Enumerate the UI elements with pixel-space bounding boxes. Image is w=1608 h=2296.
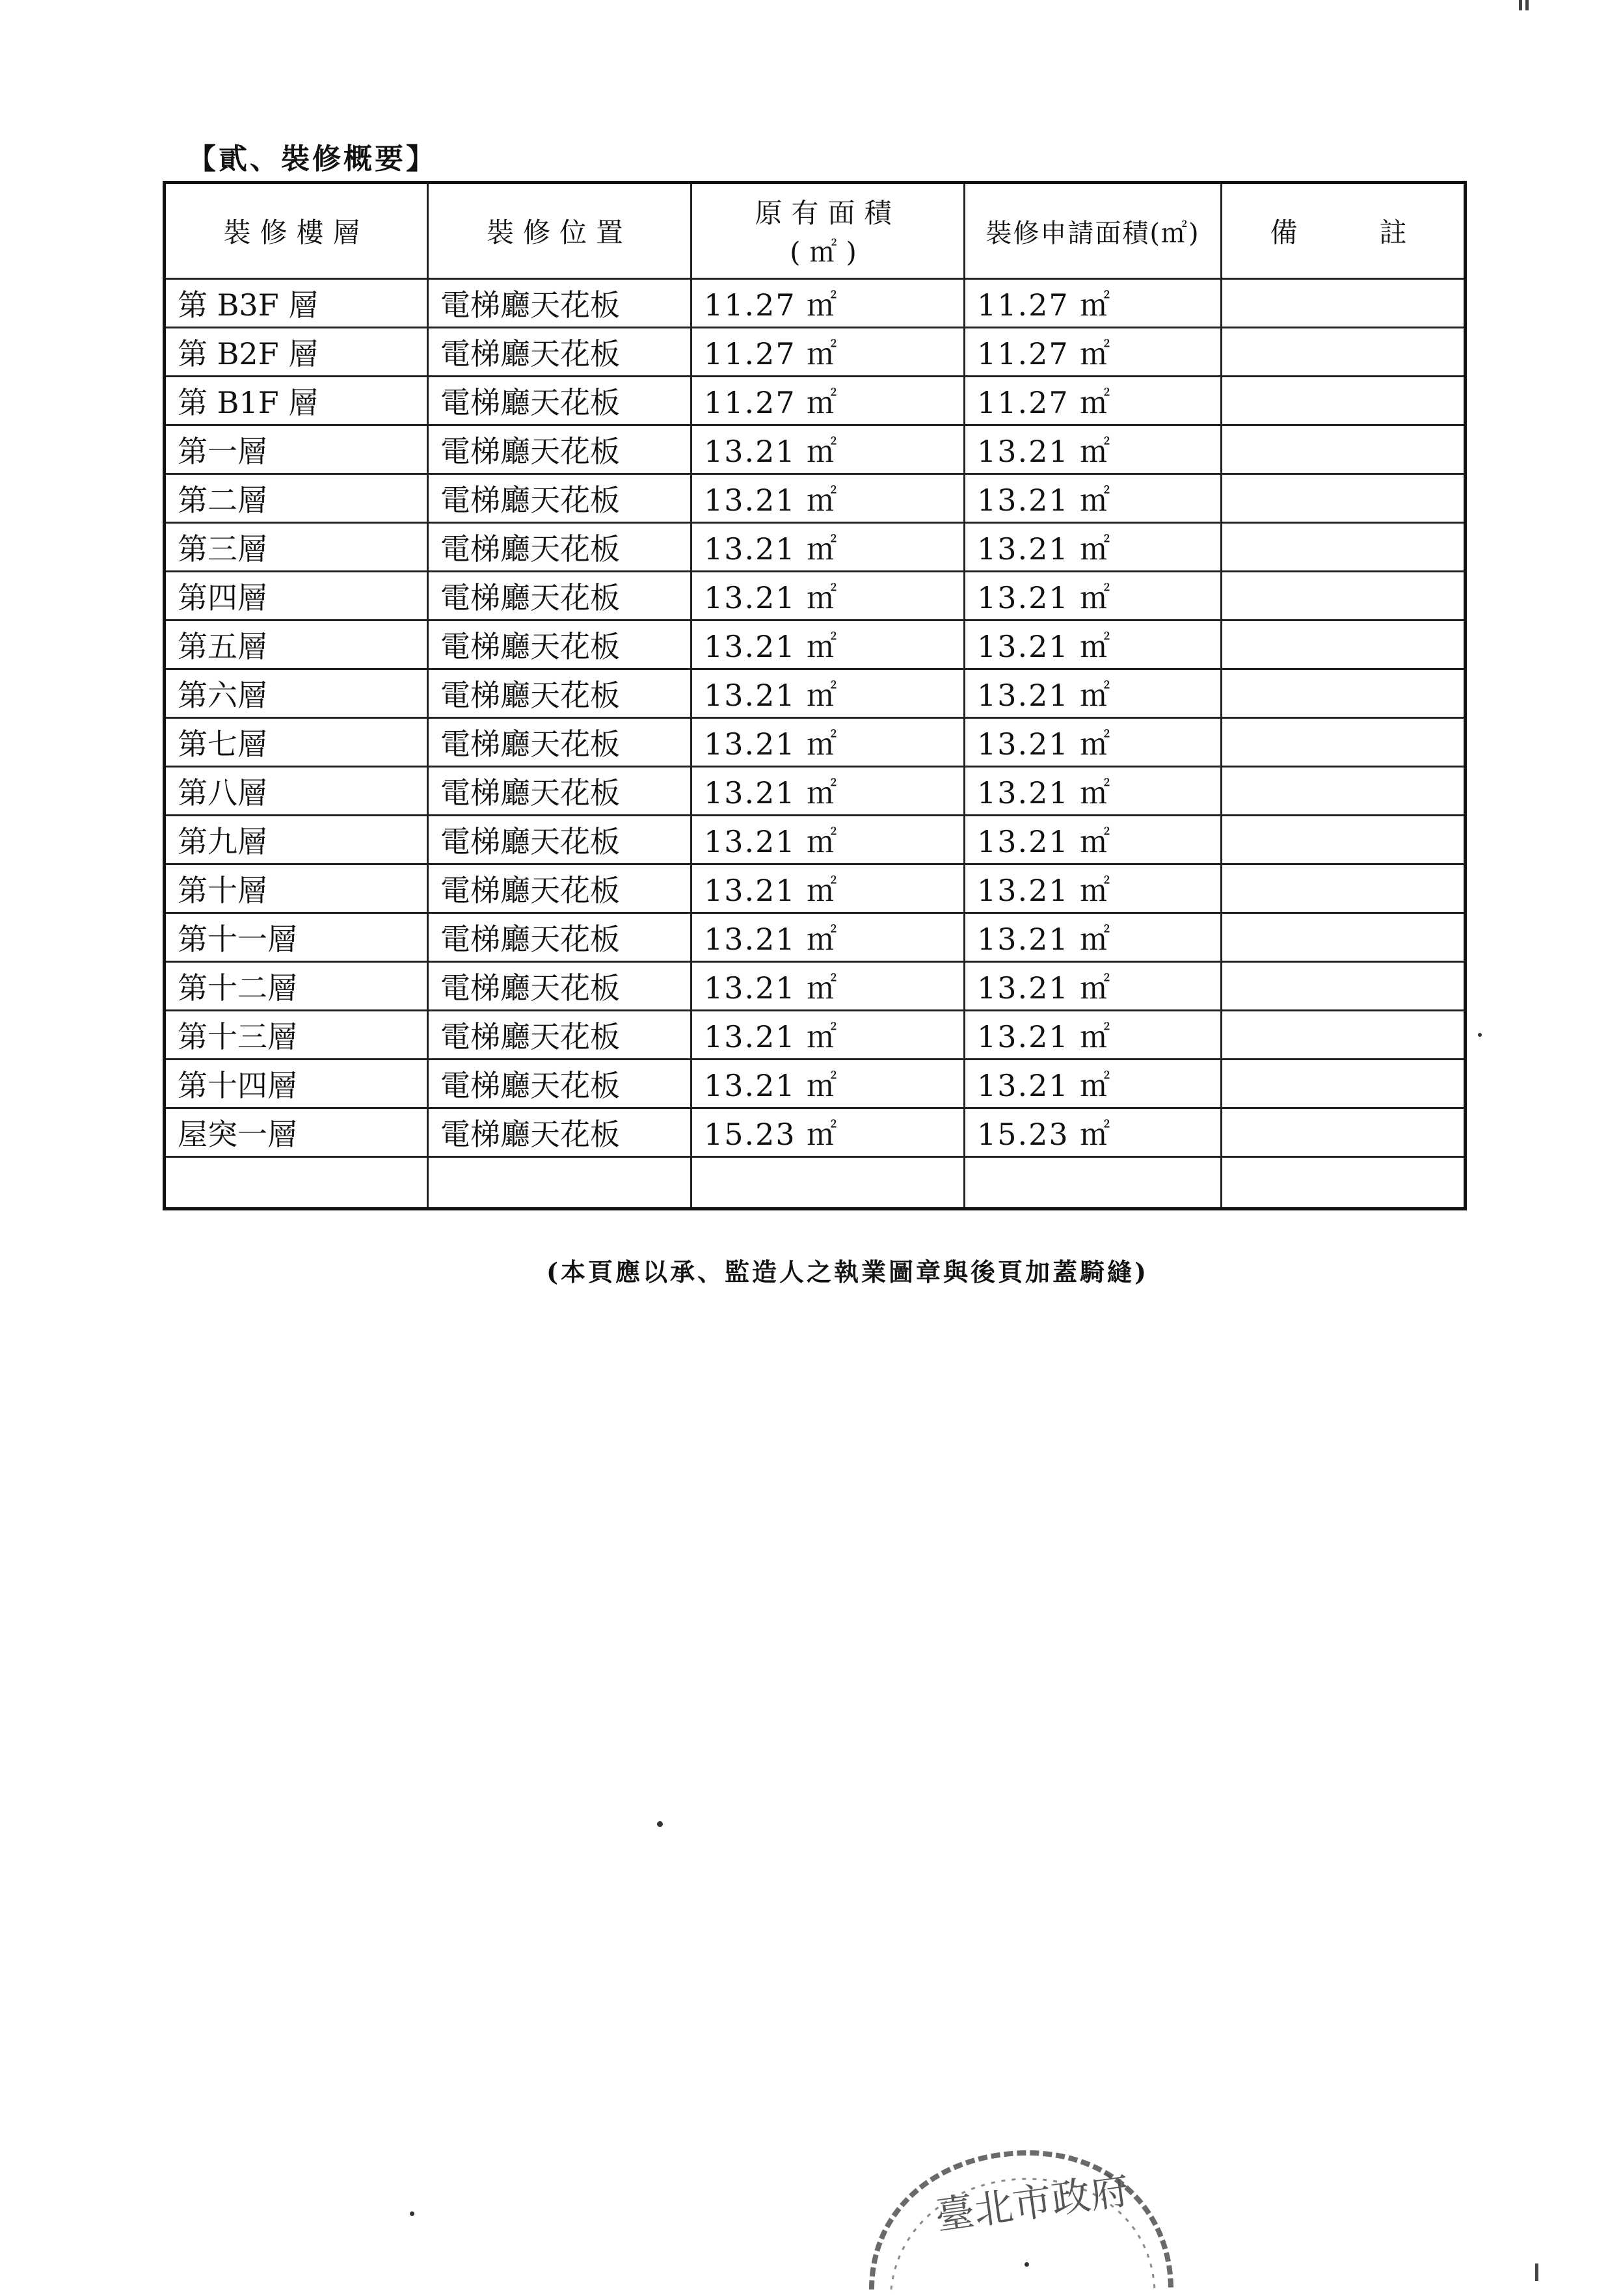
cell-remarks (1222, 279, 1466, 328)
cell-original-area: 13.21 ㎡ (691, 718, 965, 767)
cell-location: 電梯廳天花板 (428, 328, 691, 377)
cell-location: 電梯廳天花板 (428, 669, 691, 718)
cell-original-area: 13.21 ㎡ (691, 913, 965, 962)
stamp-text: 臺北市政府 (932, 2167, 1132, 2239)
cell-applied-area: 13.21 ㎡ (965, 621, 1222, 669)
table-row (165, 962, 1466, 1011)
cell-applied-area: 13.21 ㎡ (965, 718, 1222, 767)
cell-remarks (1222, 962, 1466, 1011)
section-title: 【貳、裝修概要】 (187, 142, 437, 176)
cell-original-area: 13.21 ㎡ (691, 669, 965, 718)
cell-remarks (1222, 425, 1466, 474)
scan-edge-mark (1519, 0, 1522, 10)
cell-remarks (1222, 1060, 1466, 1108)
cell-remarks (1222, 767, 1466, 816)
cell-location: 電梯廳天花板 (428, 425, 691, 474)
cell-applied-area: 13.21 ㎡ (965, 816, 1222, 864)
cell-applied-area (965, 1157, 1222, 1209)
cell-original-area: 13.21 ㎡ (691, 572, 965, 621)
table-row (165, 816, 1466, 864)
cell-applied-area: 13.21 ㎡ (965, 425, 1222, 474)
table-row (165, 718, 1466, 767)
header-remarks: 備 註 (1222, 183, 1466, 279)
cell-floor (165, 1157, 428, 1209)
table-row (165, 572, 1466, 621)
cell-remarks (1222, 1157, 1466, 1209)
cell-applied-area: 13.21 ㎡ (965, 474, 1222, 523)
cell-applied-area: 13.21 ㎡ (965, 1011, 1222, 1060)
cell-original-area: 13.21 ㎡ (691, 864, 965, 913)
table-row (165, 864, 1466, 913)
header-original-area-line2: (㎡) (790, 236, 866, 268)
table-row (165, 1011, 1466, 1060)
cell-floor: 第三層 (165, 523, 428, 572)
cell-location: 電梯廳天花板 (428, 816, 691, 864)
cell-applied-area: 13.21 ㎡ (965, 523, 1222, 572)
cell-floor: 第十三層 (165, 1011, 428, 1060)
cell-remarks (1222, 621, 1466, 669)
table-row (165, 1060, 1466, 1108)
cell-location: 電梯廳天花板 (428, 1011, 691, 1060)
cell-location: 電梯廳天花板 (428, 474, 691, 523)
cell-remarks (1222, 474, 1466, 523)
cell-remarks (1222, 523, 1466, 572)
table-body (165, 279, 1466, 1209)
cell-original-area: 13.21 ㎡ (691, 474, 965, 523)
table-row (165, 425, 1466, 474)
cell-location: 電梯廳天花板 (428, 864, 691, 913)
header-original-area-line1: 原有面積 (755, 197, 901, 229)
cell-location: 電梯廳天花板 (428, 1060, 691, 1108)
renovation-summary-table-wrap (163, 181, 1464, 1210)
scan-speck (1478, 1033, 1482, 1037)
table-row (165, 913, 1466, 962)
cell-original-area: 11.27 ㎡ (691, 279, 965, 328)
footer-note: (本頁應以承、監造人之執業圖章與後頁加蓋騎縫) (546, 1257, 1149, 1287)
scan-speck (657, 1821, 663, 1827)
cell-location: 電梯廳天花板 (428, 572, 691, 621)
cell-location: 電梯廳天花板 (428, 767, 691, 816)
cell-remarks (1222, 377, 1466, 425)
cell-location: 電梯廳天花板 (428, 962, 691, 1011)
cell-original-area: 15.23 ㎡ (691, 1108, 965, 1157)
table-row (165, 328, 1466, 377)
cell-remarks (1222, 328, 1466, 377)
cell-original-area: 11.27 ㎡ (691, 377, 965, 425)
header-floor: 裝修樓層 (165, 183, 428, 279)
cell-remarks (1222, 572, 1466, 621)
table-row (165, 1157, 1466, 1209)
cell-remarks (1222, 913, 1466, 962)
cell-floor: 第六層 (165, 669, 428, 718)
cell-floor: 第九層 (165, 816, 428, 864)
cell-original-area: 13.21 ㎡ (691, 523, 965, 572)
cell-location: 電梯廳天花板 (428, 523, 691, 572)
cell-original-area: 13.21 ㎡ (691, 962, 965, 1011)
cell-applied-area: 13.21 ㎡ (965, 864, 1222, 913)
official-seal-stamp (859, 2127, 1184, 2296)
cell-floor: 第 B1F 層 (165, 377, 428, 425)
cell-original-area: 13.21 ㎡ (691, 621, 965, 669)
header-applied-area: 裝修申請面積(㎡) (965, 183, 1222, 279)
cell-location: 電梯廳天花板 (428, 621, 691, 669)
cell-remarks (1222, 864, 1466, 913)
cell-remarks (1222, 1108, 1466, 1157)
cell-applied-area: 11.27 ㎡ (965, 377, 1222, 425)
cell-original-area: 13.21 ㎡ (691, 816, 965, 864)
cell-floor: 第五層 (165, 621, 428, 669)
table-row (165, 767, 1466, 816)
cell-floor: 第十四層 (165, 1060, 428, 1108)
cell-floor: 第 B2F 層 (165, 328, 428, 377)
table-row (165, 279, 1466, 328)
cell-location: 電梯廳天花板 (428, 377, 691, 425)
table-row (165, 669, 1466, 718)
cell-original-area: 13.21 ㎡ (691, 1060, 965, 1108)
cell-floor: 第一層 (165, 425, 428, 474)
cell-floor: 第十二層 (165, 962, 428, 1011)
cell-remarks (1222, 718, 1466, 767)
table-row (165, 1108, 1466, 1157)
cell-location (428, 1157, 691, 1209)
cell-applied-area: 13.21 ㎡ (965, 962, 1222, 1011)
renovation-summary-table (163, 181, 1467, 1210)
cell-applied-area: 11.27 ㎡ (965, 328, 1222, 377)
table-row (165, 377, 1466, 425)
cell-applied-area: 11.27 ㎡ (965, 279, 1222, 328)
cell-floor: 第十一層 (165, 913, 428, 962)
cell-original-area (691, 1157, 965, 1209)
cell-remarks (1222, 669, 1466, 718)
cell-floor: 第二層 (165, 474, 428, 523)
cell-location: 電梯廳天花板 (428, 718, 691, 767)
cell-location: 電梯廳天花板 (428, 913, 691, 962)
cell-original-area: 13.21 ㎡ (691, 1011, 965, 1060)
cell-applied-area: 13.21 ㎡ (965, 669, 1222, 718)
cell-location: 電梯廳天花板 (428, 279, 691, 328)
scan-speck (410, 2211, 414, 2216)
cell-applied-area: 13.21 ㎡ (965, 572, 1222, 621)
cell-remarks (1222, 816, 1466, 864)
table-header-row (165, 183, 1466, 279)
table-row (165, 621, 1466, 669)
scan-speck (1025, 2262, 1029, 2267)
cell-applied-area: 13.21 ㎡ (965, 1060, 1222, 1108)
cell-original-area: 13.21 ㎡ (691, 767, 965, 816)
header-location: 裝修位置 (428, 183, 691, 279)
scan-edge-mark (1535, 2263, 1538, 2281)
cell-location: 電梯廳天花板 (428, 1108, 691, 1157)
cell-applied-area: 13.21 ㎡ (965, 767, 1222, 816)
cell-original-area: 13.21 ㎡ (691, 425, 965, 474)
cell-floor: 第八層 (165, 767, 428, 816)
header-original-area (691, 183, 965, 279)
cell-applied-area: 15.23 ㎡ (965, 1108, 1222, 1157)
cell-remarks (1222, 1011, 1466, 1060)
table-row (165, 474, 1466, 523)
cell-floor: 第七層 (165, 718, 428, 767)
cell-applied-area: 13.21 ㎡ (965, 913, 1222, 962)
cell-floor: 屋突一層 (165, 1108, 428, 1157)
scan-edge-mark (1525, 0, 1529, 10)
cell-floor: 第 B3F 層 (165, 279, 428, 328)
cell-original-area: 11.27 ㎡ (691, 328, 965, 377)
table-row (165, 523, 1466, 572)
cell-floor: 第四層 (165, 572, 428, 621)
cell-floor: 第十層 (165, 864, 428, 913)
